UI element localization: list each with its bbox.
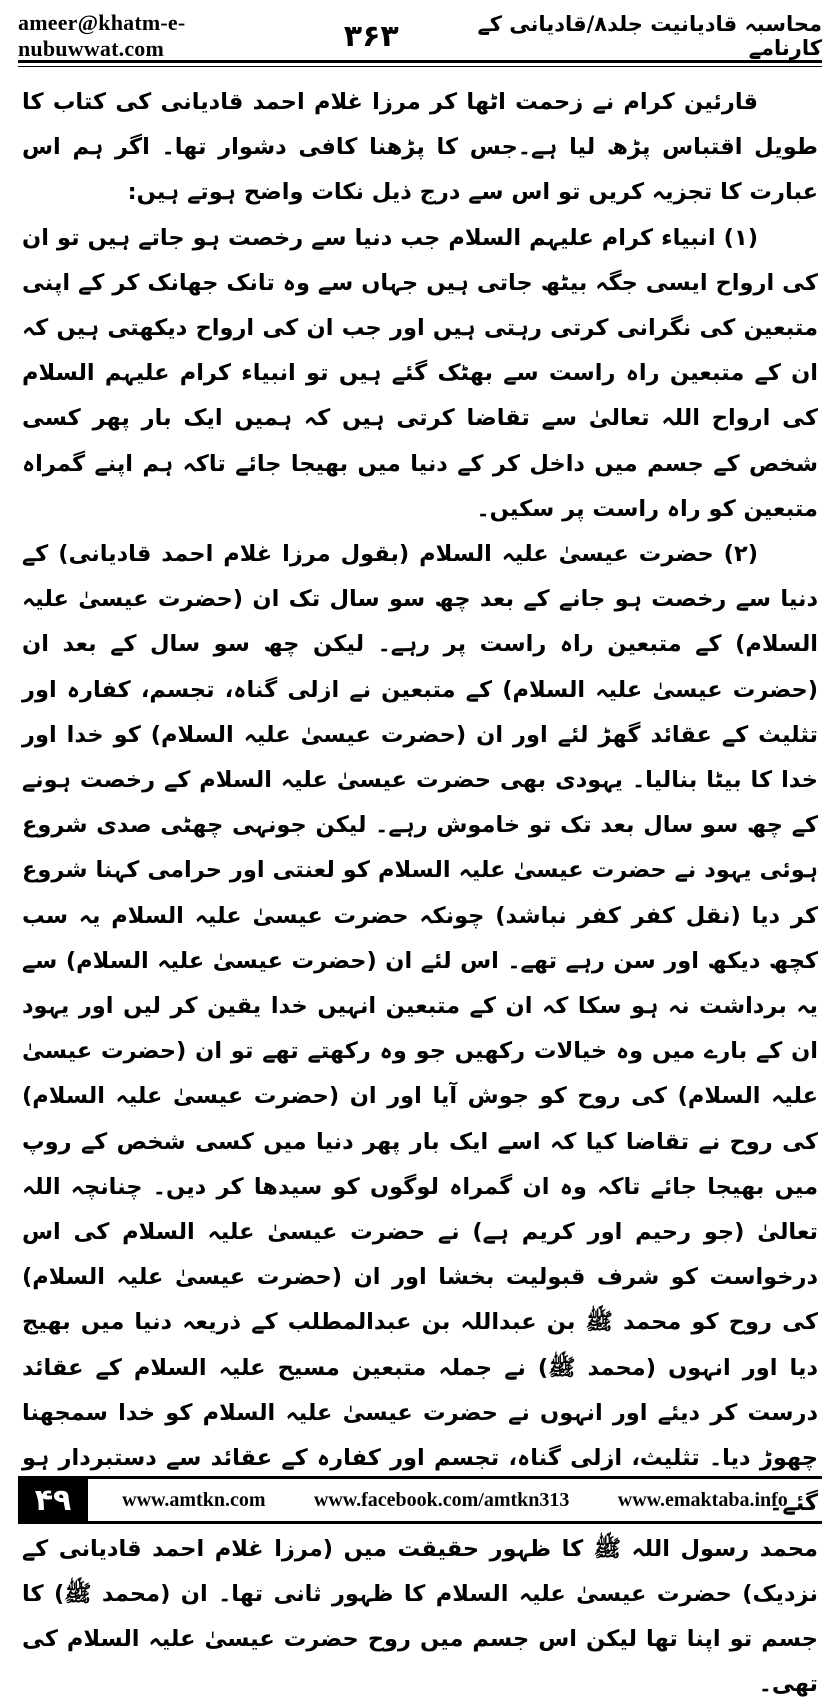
page-header	[18, 14, 822, 58]
footer-link-emaktaba[interactable]: www.emaktaba.info	[618, 1489, 788, 1512]
paragraph-conclusion: محمد رسول اللہ ﷺ کا ظہور حقیقت میں (مرزا غلام احمد قادیانی کے نزدیک) حضرت عیسیٰ علیہ السلام کا ظہور ثانی تھا۔ ان (محمد ﷺ) کا جسم تو اپنا تھا لیکن اس جسم میں روح حضرت عیسیٰ علیہ السلام کی تھی۔	[22, 1527, 818, 1707]
footer-link-facebook[interactable]: www.facebook.com/amtkn313	[314, 1489, 570, 1512]
header-title: محاسبہ قادیانیت جلد۸/قادیانی کے کارنامے	[399, 12, 822, 60]
paragraph-point-2: (۲) حضرت عیسیٰ علیہ السلام (بقول مرزا غلام احمد قادیانی) کے دنیا سے رخصت ہو جانے کے بعد چھ سو سال تک ان (حضرت عیسیٰ علیہ السلام) کے متبعین راہ راست پر رہے۔ لیکن چھ سو سال کے بعد ان (حضرت عیسیٰ علیہ السلام) کے متبعین نے ازلی گناہ، تجسم، کفارہ اور تثلیث کے عقائد گھڑ لئے اور ان (حضرت عیسیٰ علیہ السلام) کو خدا اور خدا کا بیٹا بنالیا۔ یہودی بھی حضرت عیسیٰ علیہ السلام کے رخصت ہونے کے چھ سو سال بعد تک تو خاموش رہے۔ لیکن جونہی چھٹی صدی شروع ہوئی یہود نے حضرت عیسیٰ علیہ السلام کو لعنتی اور حرامی کہنا شروع کر دیا (نقل کفر کفر نباشد) چونکہ حضرت عیسیٰ علیہ السلام یہ سب کچھ دیکھ اور سن رہے تھے۔ اس لئے ان (حضرت عیسیٰ علیہ السلام) سے یہ برداشت نہ ہو سکا کہ ان کے متبعین انہیں خدا یقین کر لیں اور یہود ان کے بارے میں وہ خیالات رکھیں جو وہ رکھتے تھے تو ان (حضرت عیسیٰ علیہ السلام) کی روح کو جوش آیا اور ان (حضرت عیسیٰ علیہ السلام) کی روح نے تقاضا کیا کہ اسے ایک بار پھر دنیا میں کسی شخص کے روپ میں بھیجا جائے تاکہ وہ ان گمراہ لوگوں کو سیدھا کر دیں۔ چنانچہ اللہ تعالیٰ (جو رحیم اور کریم ہے) نے حضرت عیسیٰ علیہ السلام کی اس درخواست کو شرف قبولیت بخشا اور ان (حضرت عیسیٰ علیہ السلام) کی روح کو محمد ﷺ بن عبداللہ بن عبدالمطلب کے ذریعہ دنیا میں بھیج دیا اور انہوں (محمد ﷺ) نے جملہ متبعین مسیح علیہ السلام کے عقائد درست کر دیئے اور انہوں نے حضرت عیسیٰ علیہ السلام کو خدا سمجھنا چھوڑ دیا۔ تثلیث، ازلی گناہ، تجسم اور کفارہ کے عقائد سے دستبردار ہو گئے۔	[22, 532, 818, 1526]
header-left	[18, 10, 399, 62]
paragraph-intro: قارئین کرام نے زحمت اٹھا کر مرزا غلام احمد قادیانی کی کتاب کا طویل اقتباس پڑھ لیا ہے۔جس کا پڑھنا کافی دشوار تھا۔ اگر ہم اس عبارت کا تجزیہ کریں تو اس سے درج ذیل نکات واضح ہوتے ہیں:	[22, 80, 818, 216]
body-text	[22, 80, 818, 1468]
header-email: ameer@khatm-e-nubuwwat.com	[18, 10, 330, 62]
page-footer	[18, 1476, 822, 1524]
header-rule-thin	[18, 66, 822, 67]
header-page-number: ۳۶۳	[344, 19, 399, 54]
footer-links	[88, 1476, 822, 1524]
footer-page-number: ۴۹	[18, 1476, 88, 1524]
paragraph-point-1: (۱) انبیاء کرام علیہم السلام جب دنیا سے رخصت ہو جاتے ہیں تو ان کی ارواح ایسی جگہ بیٹھ جاتی ہیں جہاں سے وہ تانک جھانک کر کے اپنی متبعین کی نگرانی کرتی رہتی ہیں اور جب ان کی ارواح دیکھتی ہیں کہ ان کے متبعین راہ راست سے بھٹک گئے ہیں تو انبیاء کرام علیہم السلام کی ارواح اللہ تعالیٰ سے تقاضا کرتی ہیں کہ ہمیں ایک بار پھر کسی شخص کے جسم میں داخل کر کے دنیا میں بھیجا جائے تاکہ ہم اپنے گمراہ متبعین کو راہ راست پر سکیں۔	[22, 216, 818, 532]
footer-link-amtkn[interactable]: www.amtkn.com	[122, 1489, 265, 1512]
header-rule	[18, 60, 822, 63]
